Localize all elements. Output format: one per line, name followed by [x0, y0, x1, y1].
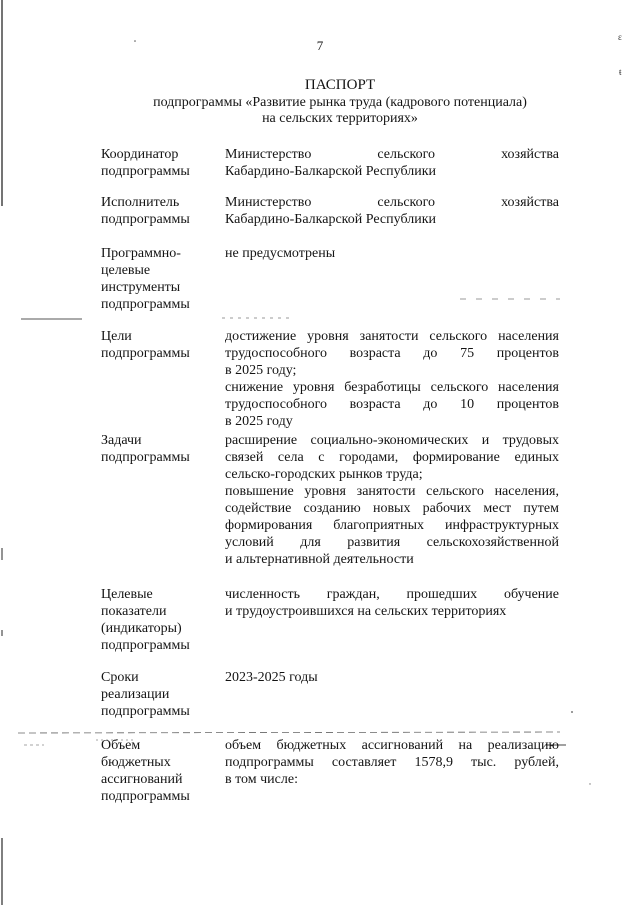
coordinator-label: Координатор подпрограммы — [101, 147, 190, 179]
tasks-label: Задачи подпрограммы — [101, 433, 190, 465]
budget-label: Объем бюджетных ассигнований подпрограммы — [101, 738, 190, 804]
subtitle-line: подпрограммы «Развитие рынка труда (кадрового потенциала) — [153, 95, 527, 110]
program-instruments-value: не предусмотрены — [225, 246, 336, 261]
page-number: 7 — [316, 38, 324, 53]
executor-value: Министерство сельского хозяйства Кабардино-Балкарской Республики — [225, 195, 559, 227]
timeline-label: Сроки реализации подпрограммы — [101, 670, 190, 719]
document-title: ПАСПОРТ — [304, 77, 376, 93]
goals-value: достижение уровня занятости сельского населения трудоспособного возраста до 75 процентов в 2025 году; снижение уровня безработицы сельского населения трудоспособного возраста до 10 процентов в 2025 году — [225, 329, 559, 429]
svg-text:ŧ: ŧ — [619, 67, 622, 77]
coordinator-value: Министерство сельского хозяйства Кабардино-Балкарской Республики — [225, 147, 559, 179]
svg-text:ε: ε — [618, 32, 622, 42]
timeline-value: 2023-2025 годы — [225, 670, 318, 685]
document-subtitle — [0, 95, 640, 127]
budget-value: объем бюджетных ассигнований на реализацию подпрограммы составляет 1578,9 тыс. рублей, в том числе: — [225, 738, 559, 787]
indicators-value: численность граждан, прошедших обучение и трудоустроившихся на сельских территориях — [225, 587, 559, 619]
program-instruments-label: Программно- целевые инструменты подпрограммы — [101, 246, 190, 312]
tasks-value: расширение социально-экономических и трудовых связей села с городами, формирование единых сельско-городских рынков труда; повышение уровня занятости сельского населения, содействие созданию новых рабочих мест путем формирования благоприятных инфраструктурных условий для развития сельскохозяйственной и альтернативной деятельности — [225, 433, 559, 567]
indicators-label: Целевые показатели (индикаторы) подпрограммы — [101, 587, 190, 653]
subtitle-line: на сельских территориях» — [262, 111, 418, 126]
goals-label: Цели подпрограммы — [101, 329, 190, 361]
executor-label: Исполнитель подпрограммы — [101, 195, 190, 227]
